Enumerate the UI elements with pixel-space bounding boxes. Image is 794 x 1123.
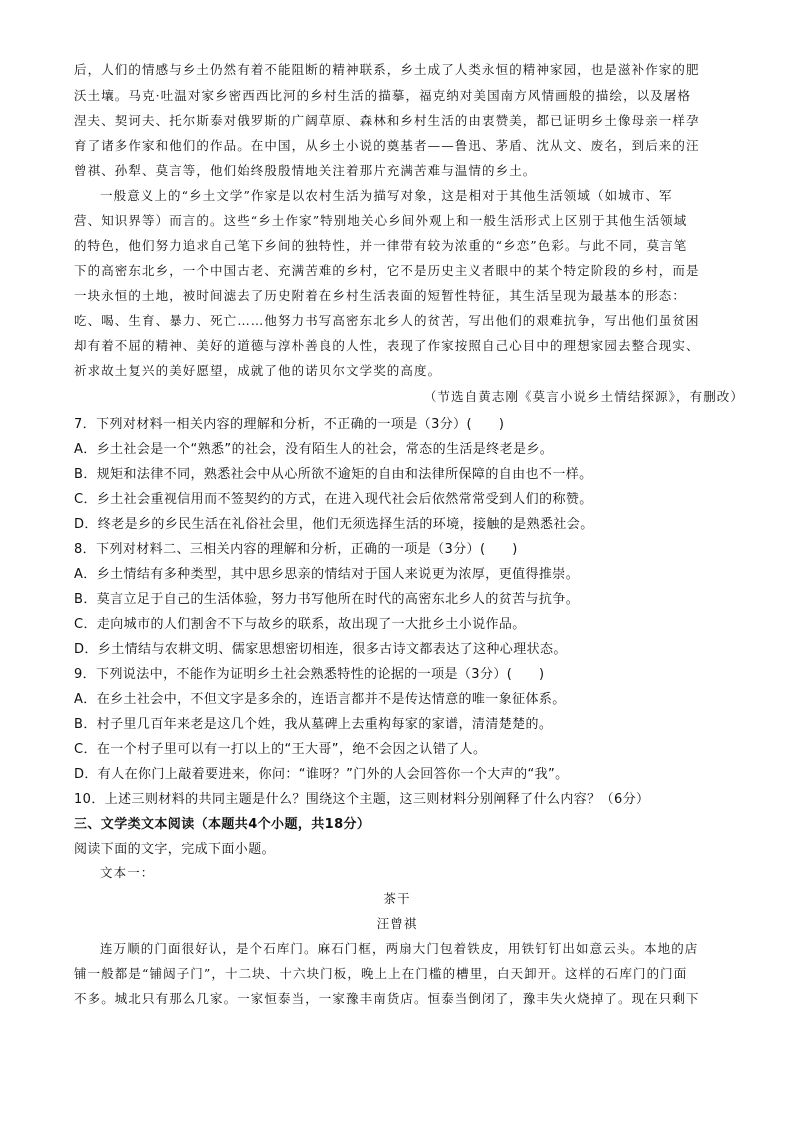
question-9-d: D．有人在你门上敲着要进来，你问：“谁呀？”门外的人会回答你一个大声的“我”。 (74, 767, 569, 782)
essay-line: 的特色，他们努力追求自己笔下乡间的独特性，并一律带有较为浓重的“乡恋”色彩。与此不同，莫言笔 (74, 238, 688, 253)
story-line: 连万顺的门面很好认，是个石库门。麻石门框，两扇大门包着铁皮，用铁钉钉出如意云头。本地的店 (100, 941, 699, 956)
essay-source: （节选自黄志刚《莫言小说乡土情结探源》，有删改） (423, 389, 744, 404)
question-7-d: D．终老是乡的乡民生活在礼俗社会里，他们无须选择生活的环境，接触的是熟悉社会。 (74, 517, 594, 532)
question-8-c: C．走向城市的人们割舍不下与故乡的联系，故出现了一大批乡土小说作品。 (74, 617, 526, 632)
question-7-c: C．乡土社会重视信用而不签契约的方式，在进入现代社会后依然常常受到人们的称赞。 (74, 492, 593, 507)
story-line: 不多。城北只有那么几家。一家恒泰当，一家豫丰南货店。恒泰当倒闭了，豫丰失火烧掉了。现在只剩下 (74, 991, 700, 1006)
section-heading: 三、文学类文本阅读（本题共4个小题，共18分） (74, 817, 371, 832)
story-author: 汪曾祺 (376, 916, 418, 931)
question-7-b: B．规矩和法律不同，熟悉社会中从心所欲不逾矩的自由和法律所保障的自由也不一样。 (74, 467, 593, 482)
question-8-b: B．莫言立足于自己的生活体验，努力书写他所在时代的高密东北乡人的贫苦与抗争。 (74, 592, 580, 607)
question-10: 10．上述三则材料的共同主题是什么？围绕这个主题，这三则材料分别阐释了什么内容？（6分） (74, 792, 650, 807)
section-instruction: 阅读下面的文字，完成下面小题。 (74, 842, 276, 857)
question-9-c: C．在一个村子里可以有一打以上的“王大哥”，绝不会因之认错了人。 (74, 742, 487, 757)
text-label: 文本一： (100, 865, 155, 880)
question-9-a: A．在乡土社会中，不但文字是多余的，连语言都并不是传达情意的唯一象征体系。 (74, 692, 566, 707)
essay-line: 下的高密东北乡，一个中国古老、充满苦难的乡村，它不是历史主义者眼中的某个特定阶段的乡村，而是 (74, 263, 700, 278)
question-8-a: A．乡土情结有多种类型，其中思乡思亲的情结对于国人来说更为浓厚，更值得推崇。 (74, 567, 580, 582)
essay-line: 一块永恒的土地，被时间滤去了历史附着在乡村生活表面的短暂性特征，其生活呈现为最基本的形态： (74, 288, 687, 303)
essay-line: 祈求故土复兴的美好愿望，成就了他的诺贝尔文学奖的高度。 (74, 363, 442, 378)
question-9: 9．下列说法中，不能作为证明乡土社会熟悉特性的论据的一项是（3分）( ) (74, 667, 545, 682)
essay-line: 后，人们的情感与乡土仍然有着不能阻断的精神联系，乡土成了人类永恒的精神家园，也是滋补作家的肥 (74, 62, 700, 77)
essay-line: 一般意义上的“乡土文学”作家是以农村生活为描写对象，这是相对于其他生活领域（如城市、军 (100, 188, 673, 203)
essay-line: 沃土壤。马克·吐温对家乡密西西比河的乡村生活的描摹，福克纳对美国南方风情画般的描绘，以及屠格 (74, 88, 692, 103)
question-7: 7．下列对材料一相关内容的理解和分析，不正确的一项是（3分）( ) (74, 417, 505, 432)
question-8-d: D．乡土情结与农耕文明、儒家思想密切相连，很多古诗文都表达了这种心理状态。 (74, 642, 567, 657)
question-8: 8．下列对材料二、三相关内容的理解和分析，正确的一项是（3分）( ) (74, 542, 518, 557)
story-title: 茶干 (383, 891, 411, 906)
essay-line: 曾祺、孙犁、莫言等，他们始终殷殷情地关注着那片充满苦难与温情的乡土。 (74, 163, 537, 178)
essay-line: 吃、喝、生育、暴力、死亡……他努力书写高密东北乡人的贫苦，写出他们的艰难抗争，写出他们虽贫困 (74, 313, 700, 328)
question-7-a: A．乡土社会是一个“熟悉”的社会，没有陌生人的社会，常态的生活是终老是乡。 (74, 442, 554, 457)
essay-line: 营、知识界等）而言的。这些“乡土作家”特别地关心乡间外观上和一般生活形式上区别于其他生活领域 (74, 213, 688, 228)
essay-line: 却有着不屈的精神、美好的道德与淳朴善良的人性，表现了作家按照自己心目中的理想家园去整合现实、 (74, 338, 700, 353)
story-line: 铺一般都是“铺闼子门”，十二块、十六块门板，晚上上在门槛的槽里，白天卸开。这样的石库门的门面 (74, 966, 688, 981)
essay-line: 育了诸多作家和他们的作品。在中国，从乡土小说的奠基者——鲁迅、茅盾、沈从文、废名，到后来的汪 (74, 138, 700, 153)
question-9-b: B．村子里几百年来老是这几个姓，我从墓碑上去重构每家的家谱，清清楚楚的。 (74, 717, 553, 732)
essay-line: 涅夫、契诃夫、托尔斯泰对俄罗斯的广阔草原、森林和乡村生活的由衷赞美，都已证明乡土像母亲一样孕 (74, 113, 700, 128)
